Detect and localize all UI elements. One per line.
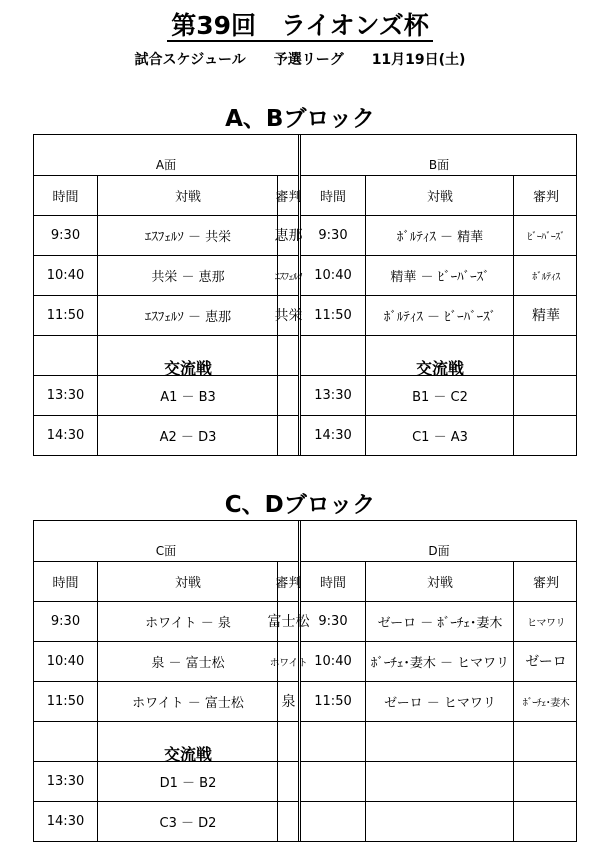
page-title-text: 第39回 ライオンズ杯	[167, 11, 433, 42]
game-referee: ﾋﾞｰﾊﾞｰｽﾞ	[513, 215, 578, 255]
game-referee: ﾎﾞﾙﾃｨｽ	[513, 255, 578, 295]
game-time: 11:50	[314, 693, 352, 709]
exchange-time	[301, 761, 365, 801]
referee-header: 審判	[277, 175, 299, 215]
page-title	[0, 10, 600, 42]
exchange-label-cell	[365, 721, 514, 761]
game-time: 11:50	[46, 693, 85, 709]
game-matchup: ﾎﾞﾙﾃｨｽ － ﾋﾞｰﾊﾞｰｽﾞ	[365, 295, 514, 335]
match-header: 対戦	[97, 561, 278, 601]
court-section	[34, 521, 310, 841]
exchange-label-ref-cell	[513, 721, 578, 761]
game-row	[34, 255, 302, 296]
exchange-row	[34, 761, 298, 802]
exchange-referee	[277, 375, 299, 415]
exchange-time: 14:30	[46, 427, 85, 443]
exchange-matchup: C3 － D2	[97, 801, 278, 841]
exchange-label-row	[301, 335, 577, 376]
game-matchup: ゼーロ － ヒマワリ	[365, 681, 514, 721]
match-header: 対戦	[365, 561, 514, 601]
game-time: 9:30	[318, 227, 348, 243]
game-matchup: ｴｽﾌｪﾙｿ － 共栄	[97, 215, 278, 255]
court-name-row	[301, 135, 577, 176]
exchange-time: 14:30	[46, 813, 85, 829]
game-row	[301, 295, 577, 336]
exchange-matchup	[365, 761, 514, 801]
game-time: 9:30	[50, 227, 81, 243]
game-row	[301, 641, 577, 682]
game-matchup: ｴｽﾌｪﾙｿ － 恵那	[97, 295, 278, 335]
exchange-matchup: B1 － C2	[365, 375, 514, 415]
exchange-referee	[513, 801, 578, 841]
block-title: C、Dブロック	[224, 492, 376, 518]
exchange-label-time-cell	[34, 335, 97, 375]
game-matchup: 泉 － 富士松	[97, 641, 278, 681]
game-row	[301, 601, 577, 642]
game-matchup: ホワイト － 泉	[97, 601, 278, 641]
court-name: B面	[428, 158, 450, 172]
court-name-row	[34, 521, 298, 562]
time-header: 時間	[52, 189, 79, 205]
exchange-label-cell	[97, 721, 278, 764]
exchange-label: 交流戦	[415, 359, 464, 378]
match-header: 対戦	[365, 175, 514, 215]
exchange-label-row	[301, 721, 577, 762]
column-header-row	[301, 561, 577, 602]
exchange-matchup: A1 － B3	[97, 375, 278, 415]
exchange-referee	[277, 801, 299, 841]
exchange-row	[301, 801, 577, 841]
game-time: 10:40	[314, 653, 352, 669]
game-row	[301, 681, 577, 722]
game-referee: ｴｽﾌｪﾙｿ	[277, 255, 299, 295]
time-header: 時間	[52, 575, 79, 591]
match-header: 対戦	[97, 175, 278, 215]
referee-header: 審判	[513, 175, 578, 215]
game-row	[301, 215, 577, 256]
game-referee: 精華	[513, 295, 578, 335]
court-name-row	[301, 521, 577, 562]
exchange-label: 交流戦	[163, 745, 212, 764]
page-subtitle: 試合スケジュール 予選リーグ 11月19日(土)	[134, 52, 466, 68]
exchange-time: 13:30	[46, 387, 85, 403]
exchange-time: 13:30	[46, 773, 85, 789]
exchange-label-row	[34, 335, 298, 376]
schedule-table	[33, 520, 577, 842]
court-section	[34, 135, 303, 455]
court-name: A面	[155, 158, 177, 172]
column-header-row	[301, 175, 577, 216]
court-section	[300, 135, 577, 455]
exchange-matchup: D1 － B2	[97, 761, 278, 801]
exchange-label-time-cell	[301, 721, 365, 761]
game-time: 10:40	[46, 267, 85, 283]
referee-header: 審判	[513, 561, 578, 601]
exchange-row	[301, 375, 577, 416]
exchange-label-cell	[97, 335, 278, 378]
exchange-label-cell	[365, 335, 514, 378]
block-title: A、Bブロック	[225, 106, 375, 132]
game-row	[34, 601, 310, 642]
exchange-matchup: A2 － D3	[97, 415, 278, 455]
exchange-label-ref-cell	[277, 721, 299, 761]
schedule-table	[33, 134, 577, 456]
exchange-matchup	[365, 801, 514, 841]
exchange-time: 14:30	[314, 427, 352, 443]
game-time: 9:30	[50, 613, 81, 629]
exchange-time	[301, 801, 365, 841]
exchange-row	[301, 415, 577, 455]
exchange-referee	[513, 375, 578, 415]
game-matchup: ﾎﾞｰﾁｪ･妻木 － ヒマワリ	[365, 641, 514, 681]
game-referee: 共栄	[277, 295, 299, 335]
exchange-row	[301, 761, 577, 802]
exchange-label-time-cell	[301, 335, 365, 375]
game-time: 9:30	[318, 613, 348, 629]
game-time: 10:40	[46, 653, 85, 669]
game-referee: 富士松	[277, 601, 299, 641]
exchange-label-ref-cell	[513, 335, 578, 375]
game-row	[34, 215, 303, 256]
exchange-time: 13:30	[314, 387, 352, 403]
game-time: 11:50	[46, 307, 85, 323]
game-matchup: 精華 － ﾋﾞｰﾊﾞｰｽﾞ	[365, 255, 514, 295]
time-header: 時間	[319, 575, 346, 591]
game-referee: ゼーロ	[513, 641, 578, 681]
game-row	[301, 255, 577, 296]
game-referee: ヒマワリ	[513, 601, 578, 641]
game-matchup: ゼーロ － ﾎﾞｰﾁｪ･妻木	[365, 601, 514, 641]
referee-header: 審判	[277, 561, 299, 601]
exchange-label-row	[34, 721, 298, 762]
exchange-referee	[277, 761, 299, 801]
exchange-referee	[277, 415, 299, 455]
game-referee: 泉	[277, 681, 299, 721]
exchange-label-ref-cell	[277, 335, 299, 375]
game-matchup: 共栄 － 恵那	[97, 255, 278, 295]
game-row	[34, 295, 303, 336]
game-referee: ﾎﾞｰﾁｪ･妻木	[513, 681, 578, 721]
exchange-matchup: C1 － A3	[365, 415, 514, 455]
game-matchup: ﾎﾞﾙﾃｨｽ － 精華	[365, 215, 514, 255]
game-referee: 恵那	[277, 215, 299, 255]
court-name: D面	[428, 544, 450, 558]
time-header: 時間	[319, 189, 346, 205]
exchange-label: 交流戦	[163, 359, 212, 378]
game-time: 10:40	[314, 267, 352, 283]
court-name-row	[34, 135, 298, 176]
column-header-row	[34, 561, 302, 602]
exchange-row	[34, 415, 298, 455]
game-matchup: ホワイト － 富士松	[97, 681, 278, 721]
exchange-referee	[513, 761, 578, 801]
game-row	[34, 641, 308, 682]
court-name: C面	[155, 544, 177, 558]
game-row	[34, 681, 298, 722]
game-time: 11:50	[314, 307, 352, 323]
exchange-row	[34, 375, 298, 416]
exchange-referee	[513, 415, 578, 455]
column-header-row	[34, 175, 302, 216]
court-section	[300, 521, 577, 841]
game-referee: ホワイト	[277, 641, 299, 681]
exchange-row	[34, 801, 298, 841]
exchange-label-time-cell	[34, 721, 97, 761]
